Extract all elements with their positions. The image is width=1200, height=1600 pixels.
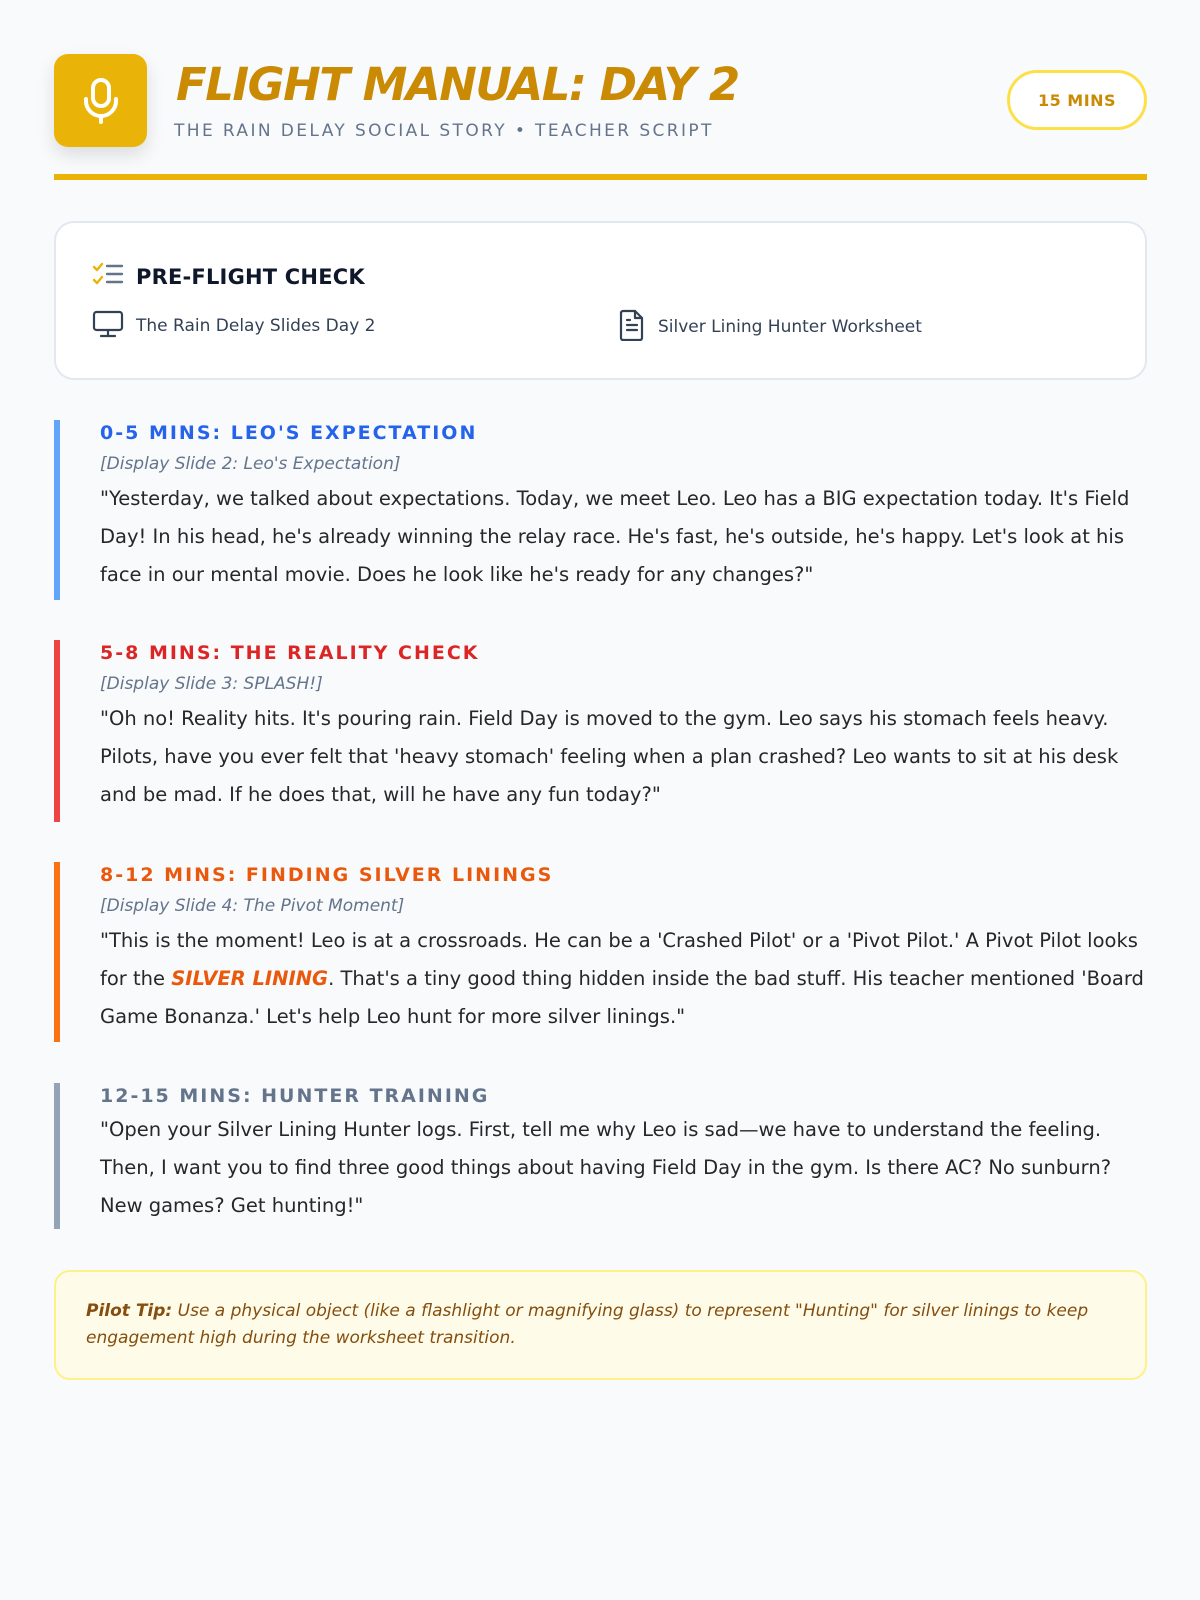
document-icon xyxy=(618,309,646,345)
page-header xyxy=(54,0,1147,180)
page-subtitle: THE RAIN DELAY SOCIAL STORY • TEACHER SCRIPT xyxy=(174,121,714,141)
script-section-expectation xyxy=(54,420,1147,600)
pilot-tip-text: Use a physical object (like a flashlight or magnifying glass) to represent "Hunting" for silver linings to keep engagement high during the worksheet transition. xyxy=(86,1301,1089,1348)
material-item-slides xyxy=(92,309,375,343)
preflight-check-title: PRE-FLIGHT CHECK xyxy=(136,265,365,289)
preflight-check-heading xyxy=(92,261,365,293)
checklist-icon xyxy=(92,261,124,293)
slide-cue: [Display Slide 3: SPLASH!] xyxy=(100,674,323,694)
silver-lining-highlight: SILVER LINING xyxy=(171,967,329,990)
monitor-icon xyxy=(92,309,124,343)
material-label: Silver Lining Hunter Worksheet xyxy=(658,317,922,337)
microphone-icon xyxy=(54,54,147,147)
script-section-silver-linings xyxy=(54,862,1147,1042)
page-title: FLIGHT MANUAL: DAY 2 xyxy=(176,58,739,111)
slide-cue: [Display Slide 2: Leo's Expectation] xyxy=(100,454,401,474)
preflight-check-card xyxy=(54,221,1147,380)
pilot-tip-box xyxy=(54,1270,1147,1380)
section-heading: 5-8 MINS: THE REALITY CHECK xyxy=(100,642,480,664)
slide-cue: [Display Slide 4: The Pivot Moment] xyxy=(100,896,405,916)
teacher-script-page xyxy=(54,0,1147,1348)
script-text: "Oh no! Reality hits. It's pouring rain. Field Day is moved to the gym. Leo says his stomach feels heavy. Pilots, have you ever felt that 'heavy stomach' feeling when a plan crashed? Leo wants to sit at his desk and be mad. If he does that, will he have any fun today?" xyxy=(100,707,1119,806)
section-accent-bar xyxy=(54,862,60,1042)
section-accent-bar xyxy=(54,420,60,600)
script-text-part: "This is the moment! Leo is at a crossroads. He can be a 'Crashed Pilot' or a 'Pivot Pilot.' A Pivot Pilot looks for the xyxy=(100,929,1138,990)
section-accent-bar xyxy=(54,640,60,822)
script-section-reality-check xyxy=(54,640,1147,822)
section-heading: 8-12 MINS: FINDING SILVER LININGS xyxy=(100,864,554,886)
material-item-worksheet xyxy=(618,309,922,345)
script-text: "Open your Silver Lining Hunter logs. First, tell me why Leo is sad—we have to understand the feeling. Then, I want you to find three good things about having Field Day in the gym. Is there AC? No sunburn? New games? Get hunting!" xyxy=(100,1118,1112,1217)
duration-badge: 15 MINS xyxy=(1007,70,1147,130)
script-text xyxy=(100,922,1147,1036)
script-text-part: . That's a tiny good thing hidden inside the bad stuff. His teacher mentioned 'Board Game Bonanza.' Let's help Leo hunt for more silver linings." xyxy=(100,967,1144,1028)
section-accent-bar xyxy=(54,1083,60,1229)
script-section-hunter-training xyxy=(54,1083,1147,1229)
section-heading: 12-15 MINS: HUNTER TRAINING xyxy=(100,1085,490,1107)
material-label: The Rain Delay Slides Day 2 xyxy=(136,316,376,336)
section-heading: 0-5 MINS: LEO'S EXPECTATION xyxy=(100,422,478,444)
script-text: "Yesterday, we talked about expectations. Today, we meet Leo. Leo has a BIG expectation today. It's Field Day! In his head, he's already winning the relay race. He's fast, he's outside, he's happy. Let's look at his face in our mental movie. Does he look like he's ready for any changes?" xyxy=(100,487,1130,586)
pilot-tip-label: Pilot Tip: xyxy=(86,1301,173,1321)
